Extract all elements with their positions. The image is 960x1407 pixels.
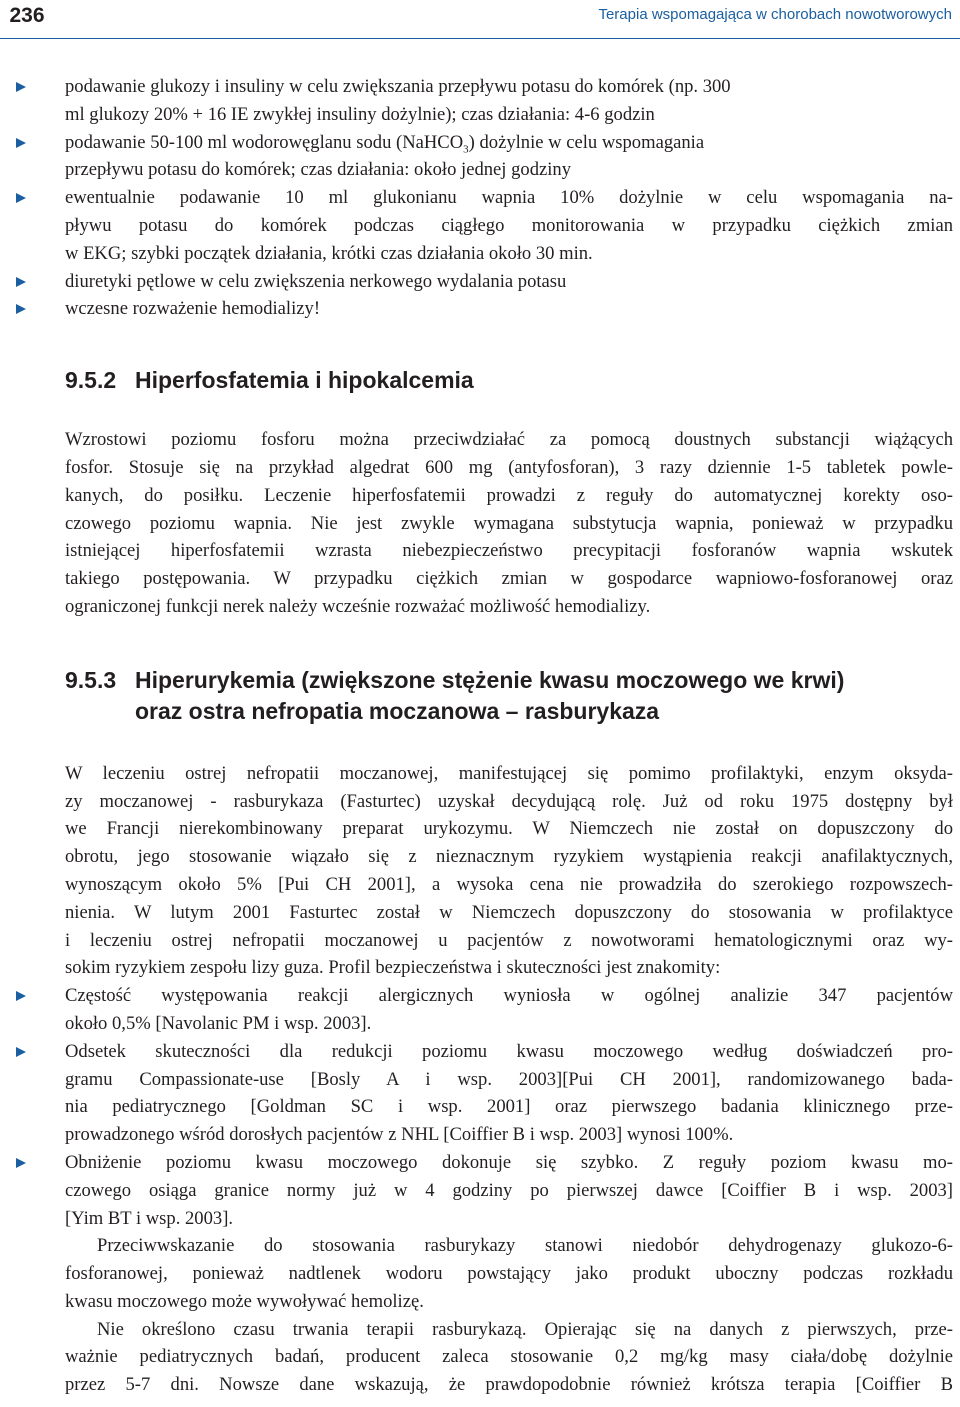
list-item: Obniżenie poziomu kwasu moczowego dokonuje się szybko. Z reguły poziom kwasu mo- — [0, 1149, 953, 1177]
section-title-continuation: oraz ostra nefropatia moczanowa – rasburykaza — [135, 697, 660, 724]
list-item-continuation: [Yim BT i wsp. 2003]. — [65, 1207, 234, 1229]
bullet-list-safety — [0, 982, 953, 1232]
text-line: Nie określono czasu trwania terapii rasburykazą. Opierając się na danych z pierwszych, prze- — [97, 1318, 953, 1340]
list-item-continuation: czowego osiąga granice normy już w 4 godziny po pierwszej dawce [Coiffier B i wsp. 2003] — [65, 1179, 953, 1201]
list-item-continuation: przepływu potasu do komórek; czas działania: około jednej godziny — [65, 159, 572, 181]
section-number: 9.5.3 — [65, 666, 117, 693]
text-line: ograniczonej funkcji nerek należy wcześnie rozważać możliwość hemodializy. — [65, 595, 651, 617]
running-head: Terapia wspomagająca w chorobach nowotworowych — [598, 6, 952, 23]
text-line: kwasu moczowego może wywoływać hemolizę. — [65, 1290, 424, 1312]
list-item: ewentualnie podawanie 10 ml glukonianu wapnia 10% dożylnie w celu wspomagania na- — [0, 184, 953, 212]
text-line: fosforanowej, ponieważ nadtlenek wodoru powstający jako produkt uboczny podczas rozkładu — [65, 1263, 953, 1285]
section-number: 9.5.2 — [65, 367, 117, 394]
list-item-continuation: w EKG; szybki początek działania, krótki czas działania około 30 min. — [65, 242, 593, 264]
page-header — [0, 0, 960, 40]
section-heading-9-5-2 — [65, 367, 953, 394]
paragraph-rasburicase-intro — [65, 760, 953, 982]
bullet-triangle-icon — [16, 991, 26, 1001]
list-item-continuation: pływu potasu do komórek podczas ciągłego monitorowania w przypadku ciężkich zmian — [65, 214, 953, 236]
text-line: kanych, do posiłku. Leczenie hiperfosfatemii prowadzi z reguły do automatycznej korekty oso- — [65, 484, 953, 506]
text-line: fosfor. Stosuje się na przykład algedrat 600 mg (antyfosforan), 3 razy dziennie 1-5 tabletek powle- — [65, 456, 953, 478]
section-title: Hiperurykemia (zwiększone stężenie kwasu moczowego we krwi) — [135, 666, 845, 693]
text-line: i leczeniu ostrej nefropatii moczanowej u pacjentów z nowotworami hematologicznymi oraz wy- — [65, 929, 953, 951]
text-line: nienia. W lutym 2001 Fasturtec został w Niemczech dopuszczony do stosowania w profilaktyce — [65, 901, 953, 923]
list-item-continuation: ml glukozy 20% + 16 IE zwykłej insuliny dożylnie); czas działania: 4-6 godzin — [65, 103, 655, 125]
list-item: diuretyki pętlowe w celu zwiększenia nerkowego wydalania potasu — [0, 268, 953, 296]
text-line: czowego poziomu wapnia. Nie jest zwykle wymagana substytucja wapnia, ponieważ w przypadku — [65, 512, 953, 534]
bullet-triangle-icon — [16, 193, 26, 203]
paragraph-hyperphosphatemia — [65, 426, 953, 621]
list-item: Częstość występowania reakcji alergicznych wyniosła w ogólnej analizie 347 pacjentów — [0, 982, 953, 1010]
list-item: wczesne rozważenie hemodializy! — [0, 295, 953, 323]
text-line: zy moczanowej - rasburykaza (Fasturtec) uzyskał decydującą rolę. Już od roku 1975 dostępny był — [65, 790, 953, 812]
text-line: wynoszącym około 5% [Pui CH 2001], a wysoka cena nie prowadziła do szerokiego rozpowszech- — [65, 873, 953, 895]
paragraph-contraindication — [65, 1232, 953, 1315]
text-line: Wzrostowi poziomu fosforu można przeciwdziałać za pomocą doustnych substancji wiążących — [65, 429, 953, 451]
list-item-continuation: gramu Compassionate-use [Bosly A i wsp. 2003][Pui CH 2001], randomizowanego bada- — [65, 1068, 953, 1090]
list-item-continuation: około 0,5% [Navolanic PM i wsp. 2003]. — [65, 1012, 372, 1034]
section-heading-9-5-3 — [65, 667, 953, 694]
bullet-list-potassium — [0, 73, 953, 323]
text-line: Przeciwwskazanie do stosowania rasburykazy stanowi niedobór dehydrogenazy glukozo-6- — [97, 1235, 953, 1257]
list-item-continuation: prowadzonego wśród dorosłych pacjentów z NHL [Coiffier B i wsp. 2003] wynosi 100%. — [65, 1124, 734, 1146]
list-item: podawanie glukozy i insuliny w celu zwiększania przepływu potasu do komórek (np. 300 — [0, 73, 953, 101]
bullet-triangle-icon — [16, 138, 26, 148]
bullet-triangle-icon — [16, 277, 26, 287]
list-item: Odsetek skuteczności dla redukcji poziomu kwasu moczowego według doświadczeń pro- — [0, 1038, 953, 1066]
header-rule — [0, 38, 960, 39]
text-line: sokim ryzykiem zespołu lizy guza. Profil bezpieczeństwa i skuteczności jest znakomity: — [65, 957, 721, 979]
page-content — [65, 73, 953, 1399]
bullet-triangle-icon — [16, 1158, 26, 1168]
paragraph-duration — [65, 1316, 953, 1399]
section-title: Hiperfosfatemia i hipokalcemia — [135, 367, 474, 394]
text-line: takiego postępowania. W przypadku ciężkich zmian w gospodarce wapniowo-fosforanowej oraz — [65, 568, 953, 590]
bullet-triangle-icon — [16, 304, 26, 314]
text-line: we Francji nierekombinowany preparat urykozymu. W Niemczech nie został on dopuszczony do — [65, 818, 953, 840]
list-item: podawanie 50-100 ml wodorowęglanu sodu (NaHCO$_3$) dożylnie w celu wspomagania — [0, 129, 953, 157]
page-number: 236 — [9, 4, 45, 27]
bullet-triangle-icon — [16, 1047, 26, 1057]
bullet-triangle-icon — [16, 82, 26, 92]
text-line: ważnie pediatrycznych badań, producent zaleca stosowanie 0,2 mg/kg masy ciała/dobę dożylnie — [65, 1346, 953, 1368]
text-line: istniejącej hiperfosfatemii wzrasta niebezpieczeństwo precypitacji fosforanów wapnia wskutek — [65, 540, 953, 562]
list-item-continuation: nia pediatrycznego [Goldman SC i wsp. 2001] oraz pierwszego badania klinicznego prze- — [65, 1096, 953, 1118]
text-line: W leczeniu ostrej nefropatii moczanowej, manifestującej się pomimo profilaktyki, enzym oksyda- — [65, 762, 953, 784]
text-line: przez 5-7 dni. Nowsze dane wskazują, że prawdopodobnie również krótsza terapia [Coiffier B — [65, 1374, 953, 1396]
text-line: obrotu, jego stosowanie wiązało się z nieznacznym ryzykiem wystąpienia reakcji anafilaktycznych, — [65, 846, 953, 868]
